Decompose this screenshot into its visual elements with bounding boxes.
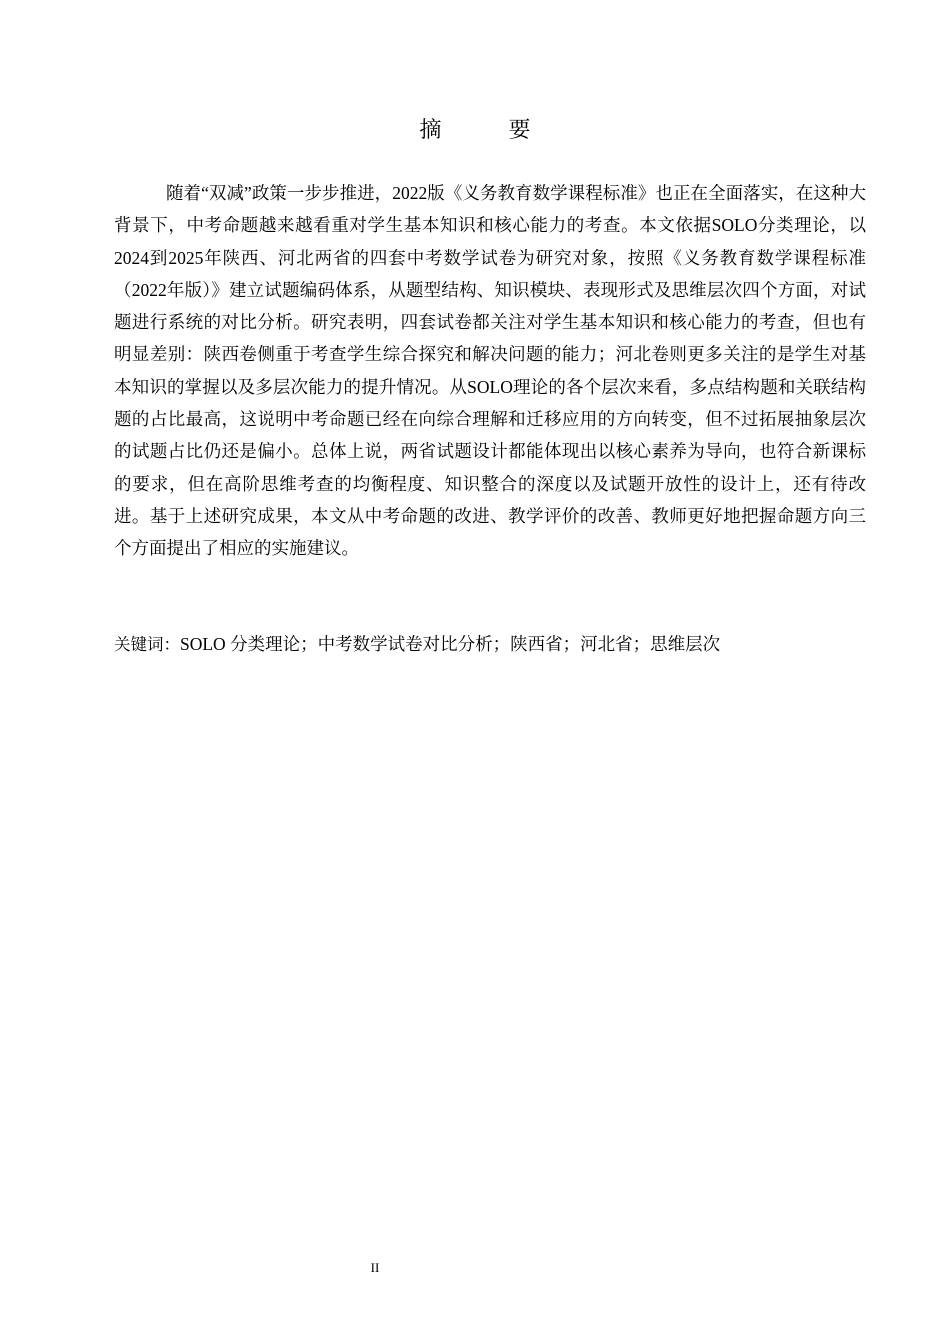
- page-number: II: [370, 1260, 380, 1275]
- keywords-line: [114, 628, 866, 661]
- abstract-paragraph: 随着“双减”政策一步步推进，2022版《义务教育数学课程标准》也正在全面落实，在这种大背景下，中考命题越来越看重对学生基本知识和核心能力的考查。本文依据SOLO分类理论，以2024到2025年陕西、河北两省的四套中考数学试卷为研究对象，按照《义务教育数学课程标准（2022年版）》建立试题编码体系，从题型结构、知识模块、表现形式及思维层次四个方面，对试题进行系统的对比分析。研究表明，四套试卷都关注对学生基本知识和核心能力的考查，但也有明显差别：陕西卷侧重于考查学生综合探究和解决问题的能力；河北卷则更多关注的是学生对基本知识的掌握以及多层次能力的提升情况。从SOLO理论的各个层次来看，多点结构题和关联结构题的占比最高，这说明中考命题已经在向综合理解和迁移应用的方向转变，但不过拓展抽象层次的试题占比仍还是偏小。总体上说，两省试题设计都能体现出以核心素养为导向，也符合新课标的要求，但在高阶思维考查的均衡程度、知识整合的深度以及试题开放性的设计上，还有待改进。基于上述研究成果，本文从中考命题的改进、教学评价的改善、教师更好地把握命题方向三个方面提出了相应的实施建议。: [114, 183, 866, 559]
- keywords-text: SOLO 分类理论；中考数学试卷对比分析；陕西省；河北省；思维层次: [180, 634, 721, 654]
- abstract-title: 摘 要: [419, 118, 561, 143]
- keywords-label: 关键词：: [114, 635, 180, 654]
